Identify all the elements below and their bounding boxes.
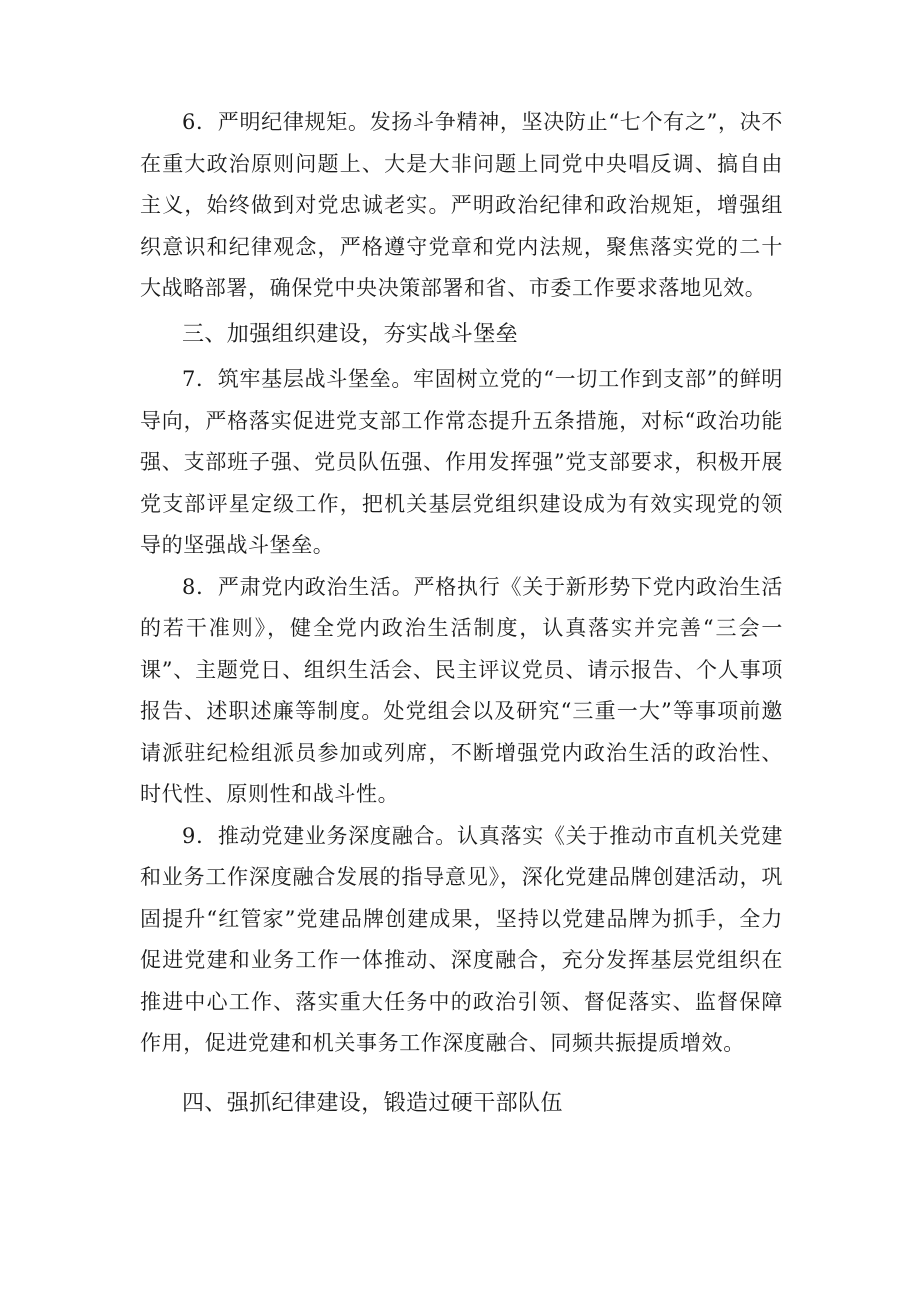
section-heading-4: 四、强抓纪律建设，锻造过硬干部队伍	[182, 1090, 563, 1116]
paragraph-9: 9．推动党建业务深度融合。认真落实《关于推动市直机关党建和业务工作深度融合发展的指导意见》，深化党建品牌创建活动，巩固提升“红管家”党建品牌创建成果，坚持以党建品牌为抓手，全力促进党建和业务工作一体推动、深度融合，充分发挥基层党组织在推进中心工作、落实重大任务中的政治引领、督促落实、监督保障作用，促进党建和机关事务工作深度融合、同频共振提质增效。	[140, 823, 783, 1055]
document-page	[140, 102, 783, 1124]
paragraph-6: 6．严明纪律规矩。发扬斗争精神，坚决防止“七个有之”，决不在重大政治原则问题上、大是大非问题上同党中央唱反调、搞自由主义，始终做到对党忠诚老实。严明政治纪律和政治规矩，增强组织意识和纪律观念，严格遵守党章和党内法规，聚焦落实党的二十大战略部署，确保党中央决策部署和省、市委工作要求落地见效。	[140, 110, 783, 300]
section-heading-3: 三、加强组织建设，夯实战斗堡垒	[182, 321, 519, 347]
paragraph-8: 8．严肃党内政治生活。严格执行《关于新形势下党内政治生活的若干准则》，健全党内政治生活制度，认真落实并完善“三会一课”、主题党日、组织生活会、民主评议党员、请示报告、个人事项报告、述职述廉等制度。处党组会以及研究“三重一大”等事项前邀请派驻纪检组派员参加或列席，不断增强党内政治生活的政治性、时代性、原则性和战斗性。	[140, 574, 783, 806]
paragraph-7: 7．筑牢基层战斗堡垒。牢固树立党的“一切工作到支部”的鲜明导向，严格落实促进党支部工作常态提升五条措施，对标“政治功能强、支部班子强、党员队伍强、作用发挥强”党支部要求，积极开展党支部评星定级工作，把机关基层党组织建设成为有效实现党的领导的坚强战斗堡垒。	[140, 367, 783, 557]
